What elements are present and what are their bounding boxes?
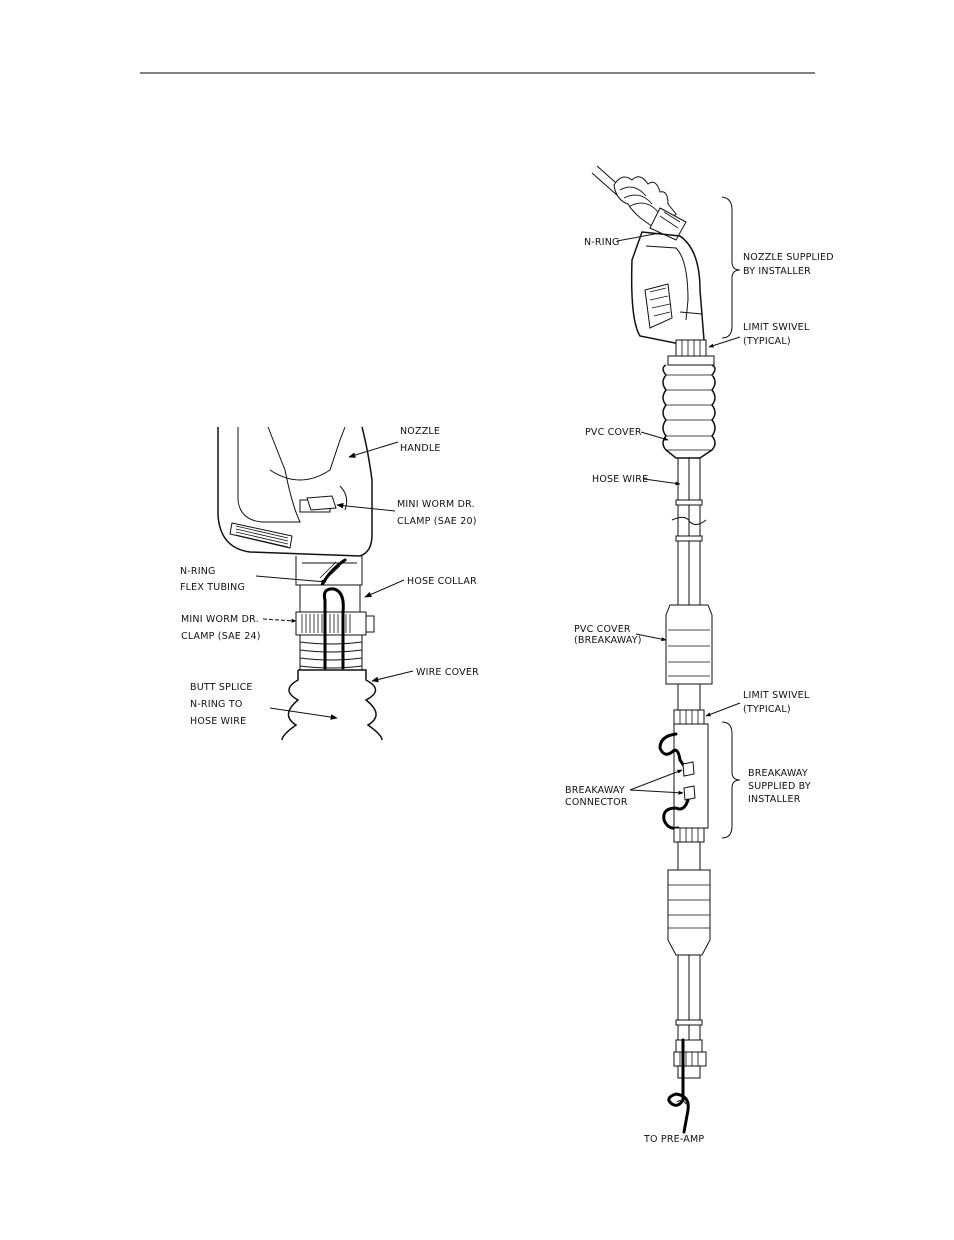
mini-worm-20-line2: CLAMP (SAE 20) bbox=[397, 516, 477, 527]
limit-swivel-1-line1: LIMIT SWIVEL bbox=[743, 322, 810, 333]
label-mini-worm-sae24 bbox=[181, 614, 296, 642]
nozzle-handle-line1: NOZZLE bbox=[400, 426, 441, 437]
nozzle-supplied-line2: BY INSTALLER bbox=[743, 266, 811, 277]
breakaway-connector-line1: BREAKAWAY bbox=[565, 785, 625, 796]
breakaway-supplied-line2: SUPPLIED BY bbox=[748, 781, 811, 792]
breakaway-supplied-line1: BREAKAWAY bbox=[748, 768, 808, 779]
hose-collar-text: HOSE COLLAR bbox=[407, 576, 477, 587]
label-hose-collar bbox=[365, 576, 477, 597]
label-mini-worm-sae20 bbox=[337, 499, 477, 527]
label-wire-cover bbox=[372, 667, 479, 681]
nozzle-handle-line2: HANDLE bbox=[400, 443, 441, 454]
limit-swivel-2-line2: (TYPICAL) bbox=[743, 704, 791, 715]
wire-cover-text: WIRE COVER bbox=[416, 667, 479, 678]
hose-wire-text: HOSE WIRE bbox=[592, 474, 649, 485]
label-butt-splice bbox=[190, 682, 337, 727]
limit-swivel-2-line1: LIMIT SWIVEL bbox=[743, 690, 810, 701]
breakaway-connector-line2: CONNECTOR bbox=[565, 797, 628, 808]
label-nozzle-supplied bbox=[743, 252, 834, 277]
butt-splice-line1: BUTT SPLICE bbox=[190, 682, 253, 693]
brace-breakaway bbox=[722, 722, 740, 838]
label-limit-swivel-top bbox=[709, 322, 810, 347]
brace-nozzle bbox=[722, 197, 740, 338]
butt-splice-line3: HOSE WIRE bbox=[190, 716, 247, 727]
pvc-cover-breakaway-line1: PVC COVER bbox=[574, 624, 631, 635]
label-hose-wire bbox=[592, 474, 680, 485]
to-pre-amp-text: TO PRE-AMP bbox=[644, 1134, 705, 1145]
label-breakaway-supplied bbox=[748, 768, 811, 805]
grip-hatch bbox=[230, 523, 292, 548]
label-to-pre-amp bbox=[643, 1134, 704, 1145]
label-pvc-cover bbox=[585, 427, 668, 440]
n-ring-flex-line1: N-RING bbox=[180, 566, 216, 577]
limit-swivel-1-line2: (TYPICAL) bbox=[743, 336, 791, 347]
n-ring-text: N-RING bbox=[584, 237, 620, 248]
butt-splice-line2: N-RING TO bbox=[190, 699, 243, 710]
n-ring-flex-line2: FLEX TUBING bbox=[180, 582, 246, 593]
mini-worm-24-line2: CLAMP (SAE 24) bbox=[181, 631, 261, 642]
pvc-cover-text: PVC COVER bbox=[585, 427, 642, 438]
mini-worm-24-line1: MINI WORM DR. bbox=[181, 614, 259, 625]
label-limit-swivel-lower bbox=[706, 690, 810, 716]
nozzle-supplied-line1: NOZZLE SUPPLIED bbox=[743, 252, 834, 263]
label-breakaway-connector bbox=[565, 770, 683, 808]
mini-worm-20-line1: MINI WORM DR. bbox=[397, 499, 475, 510]
label-pvc-cover-breakaway bbox=[574, 624, 666, 646]
pvc-cover-breakaway-line2: (BREAKAWAY) bbox=[574, 635, 642, 646]
hose-assembly-view bbox=[592, 166, 715, 1132]
breakaway-supplied-line3: INSTALLER bbox=[748, 794, 801, 805]
